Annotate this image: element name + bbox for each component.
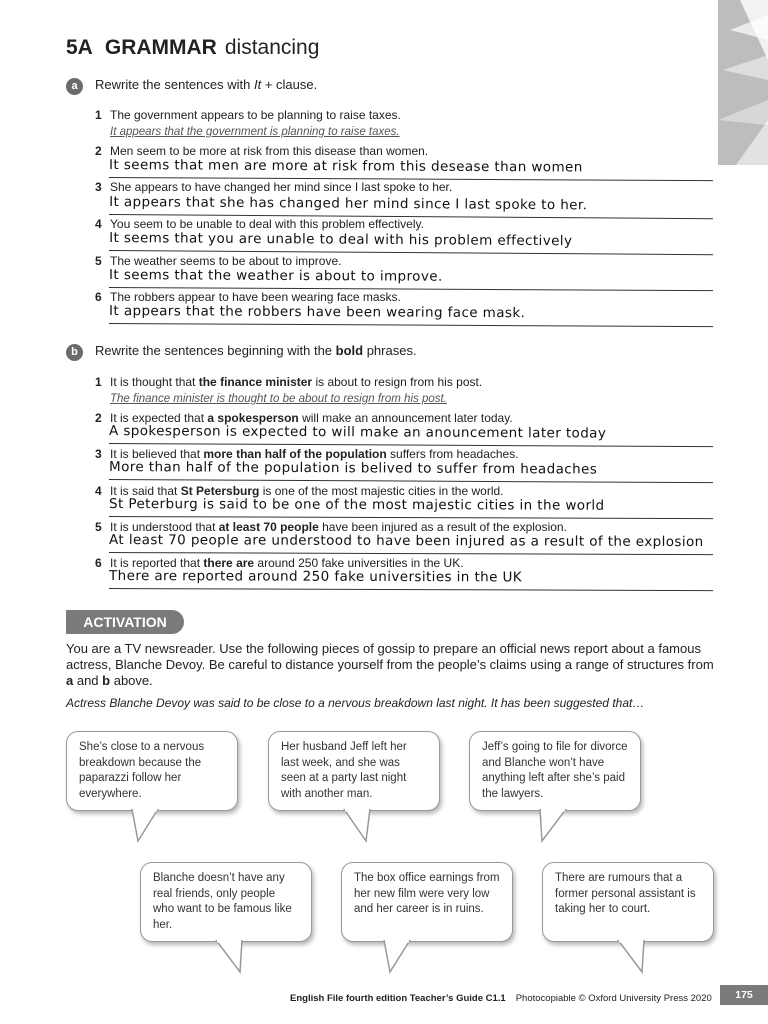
bubble-tail-1 — [128, 809, 164, 843]
bubble-tail-3 — [536, 809, 572, 843]
activation-model-answer: Actress Blanche Devoy was said to be close to a nervous breakdown last night. It has been suggested that… — [66, 696, 645, 710]
activation-task: You are a TV newsreader. Use the following pieces of gossip to prepare an official news report about a famous actress, Blanche Devoy. Be careful to distance yourself from the people’s claims using a range of structures from a and b above. — [66, 641, 714, 688]
gossip-bubble-3: Jeff’s going to file for divorce and Blanche won’t have anything left after she’s paid the lawyers. — [469, 731, 641, 811]
bubble-tail-4 — [212, 940, 248, 974]
unit-topic: distancing — [224, 36, 320, 59]
footer-book-title: English File fourth edition Teacher’s Guide C1.1 — [290, 993, 506, 1004]
b-example-answer: The finance minister is thought to be about to resign from his post. — [110, 393, 447, 405]
section-a-badge: a — [66, 78, 83, 95]
b-item-4: 4 It is said that St Petersburg is one of the most majestic cities in the world. — [95, 484, 504, 498]
a-item-2: 2 Men seem to be more at risk from this disease than women. — [95, 144, 429, 158]
unit-code: 5A — [66, 36, 93, 59]
page-number: 175 — [720, 985, 768, 1005]
bubble-tail-5 — [380, 940, 416, 974]
page-title — [66, 36, 319, 60]
b-answer-6: There are reported around 250 fake universities in the UK — [109, 568, 713, 591]
b-item-2: 2 It is expected that a spokesperson will make an announcement later today. — [95, 411, 513, 425]
gossip-bubble-5: The box office earnings from her new film were very low and her career is in ruins. — [341, 862, 513, 942]
b-answer-4: St Peterburg is said to be one of the most majestic cities in the world — [109, 496, 713, 519]
bubble-tail-6 — [614, 940, 650, 974]
a-item-5: 5 The weather seems to be about to improve. — [95, 254, 342, 268]
a-answer-6: It appears that the robbers have been wearing face mask. — [109, 303, 713, 327]
a-item-4: 4 You seem to be unable to deal with this problem effectively. — [95, 217, 424, 231]
a-item-1: 1 The government appears to be planning to raise taxes. — [95, 108, 401, 122]
footer-copyright: Photocopiable © Oxford University Press 2020 — [515, 993, 712, 1004]
a-example-answer: It appears that the government is planning to raise taxes. — [110, 126, 400, 138]
section-b-badge: b — [66, 344, 83, 361]
bubble-tail-2 — [340, 809, 376, 843]
a-answer-2: It seems that men are more at risk from this desease than women — [109, 157, 713, 181]
a-answer-4: It seems that you are unable to deal with his problem effectively — [109, 230, 713, 255]
gossip-bubble-6: There are rumours that a former personal assistant is taking her to court. — [542, 862, 714, 942]
b-item-3: 3 It is believed that more than half of the population suffers from headaches. — [95, 447, 519, 461]
b-answer-5: At least 70 people are understood to have been injured as a result of the explosion — [109, 532, 713, 555]
b-item-6: 6 It is reported that there are around 250 fake universities in the UK. — [95, 556, 464, 570]
unit-heading: GRAMMAR — [104, 36, 217, 59]
section-b-instruction: Rewrite the sentences beginning with the bold phrases. — [95, 343, 417, 358]
b-item-1: 1 It is thought that the finance minister is about to resign from his post. — [95, 375, 483, 389]
b-answer-2: A spokesperson is expected to will make an anouncement later today — [109, 423, 713, 447]
page-footer — [290, 993, 712, 1004]
a-item-6: 6 The robbers appear to have been wearing face masks. — [95, 290, 401, 304]
a-item-3: 3 She appears to have changed her mind since I last spoke to her. — [95, 180, 453, 194]
corner-decoration — [718, 0, 768, 165]
gossip-bubble-2: Her husband Jeff left her last week, and she was seen at a party last night with another man. — [268, 731, 440, 811]
gossip-bubble-4: Blanche doesn’t have any real friends, only people who want to be famous like her. — [140, 862, 312, 942]
a-answer-3: It appears that she has changed her mind since I last spoke to her. — [109, 194, 713, 219]
b-answer-3: More than half of the population is belived to suffer from headaches — [109, 459, 713, 483]
a-answer-5: It seems that the weather is about to improve. — [109, 267, 713, 291]
activation-heading: ACTIVATION — [66, 610, 184, 634]
section-a-instruction: Rewrite the sentences with It + clause. — [95, 77, 318, 92]
gossip-bubble-1: She’s close to a nervous breakdown because the paparazzi follow her everywhere. — [66, 731, 238, 811]
b-item-5: 5 It is understood that at least 70 people have been injured as a result of the explosion. — [95, 520, 567, 534]
